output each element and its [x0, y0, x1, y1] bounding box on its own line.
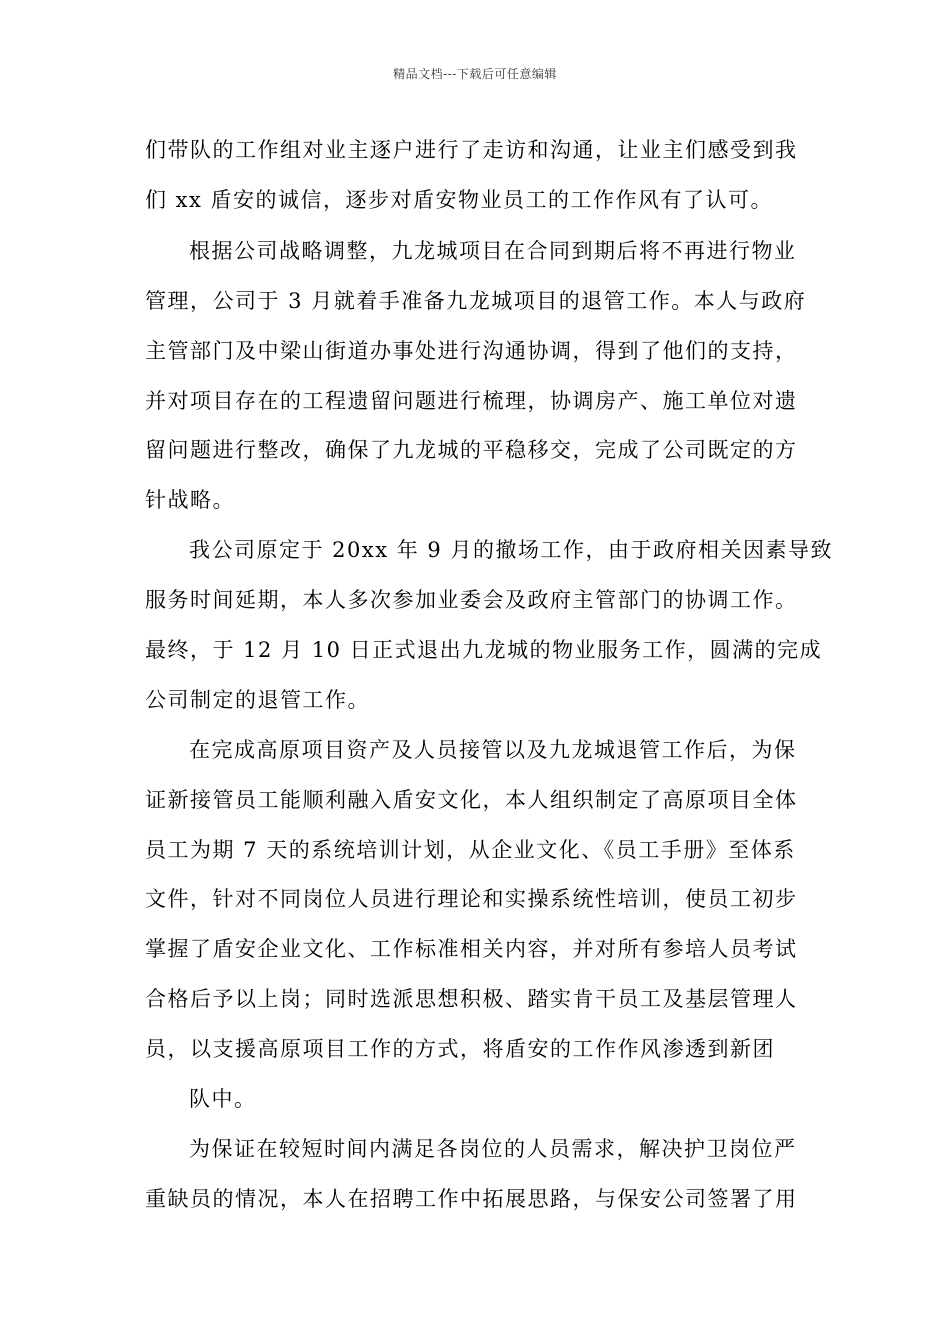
- text-line: 留问题进行整改，确保了九龙城的平稳移交，完成了公司既定的方: [145, 438, 798, 462]
- text-line: 公司制定的退管工作。: [145, 688, 370, 712]
- text-line: 员，以支援高原项目工作的方式，将盾安的工作作风渗透到新团: [145, 1037, 775, 1061]
- text-line: 们 xx 盾安的诚信，逐步对盾安物业员工的工作作风有了认可。: [145, 188, 774, 212]
- text-line: 根据公司战略调整，九龙城项目在合同到期后将不再进行物业: [189, 239, 797, 263]
- text-line: 们带队的工作组对业主逐户进行了走访和沟通，让业主们感受到我: [145, 138, 798, 162]
- text-line: 管理，公司于 3 月就着手准备九龙城项目的退管工作。本人与政府: [145, 289, 807, 313]
- text-line: 主管部门及中梁山街道办事处进行沟通协调，得到了他们的支持，: [145, 339, 798, 363]
- text-line: 重缺员的情况，本人在招聘工作中拓展思路，与保安公司签署了用: [145, 1187, 798, 1211]
- text-line: 合格后予以上岗；同时选派思想积极、踏实肯干员工及基层管理人: [145, 987, 798, 1011]
- text-line: 在完成高原项目资产及人员接管以及九龙城退管工作后，为保: [189, 738, 797, 762]
- text-line: 员工为期 7 天的系统培训计划，从企业文化、《员工手册》至体系: [145, 838, 796, 862]
- text-line: 为保证在较短时间内满足各岗位的人员需求，解决护卫岗位严: [189, 1137, 797, 1161]
- text-line: 证新接管员工能顺利融入盾安文化，本人组织制定了高原项目全体: [145, 788, 798, 812]
- text-line: 队中。: [189, 1087, 257, 1111]
- text-line: 我公司原定于 20xx 年 9 月的撤场工作，由于政府相关因素导致: [189, 538, 833, 562]
- text-line: 服务时间延期，本人多次参加业委会及政府主管部门的协调工作。: [145, 588, 798, 612]
- text-line: 并对项目存在的工程遗留问题进行梳理，协调房产、施工单位对遗: [145, 389, 798, 413]
- text-line: 文件，针对不同岗位人员进行理论和实操系统性培训，使员工初步: [145, 887, 798, 911]
- text-line: 最终，于 12 月 10 日正式退出九龙城的物业服务工作，圆满的完成: [145, 638, 823, 662]
- text-line: 掌握了盾安企业文化、工作标准相关内容，并对所有参培人员考试: [145, 937, 798, 961]
- text-line: 针战略。: [145, 488, 235, 512]
- page-header: 精品文档---下载后可任意编辑: [393, 67, 557, 81]
